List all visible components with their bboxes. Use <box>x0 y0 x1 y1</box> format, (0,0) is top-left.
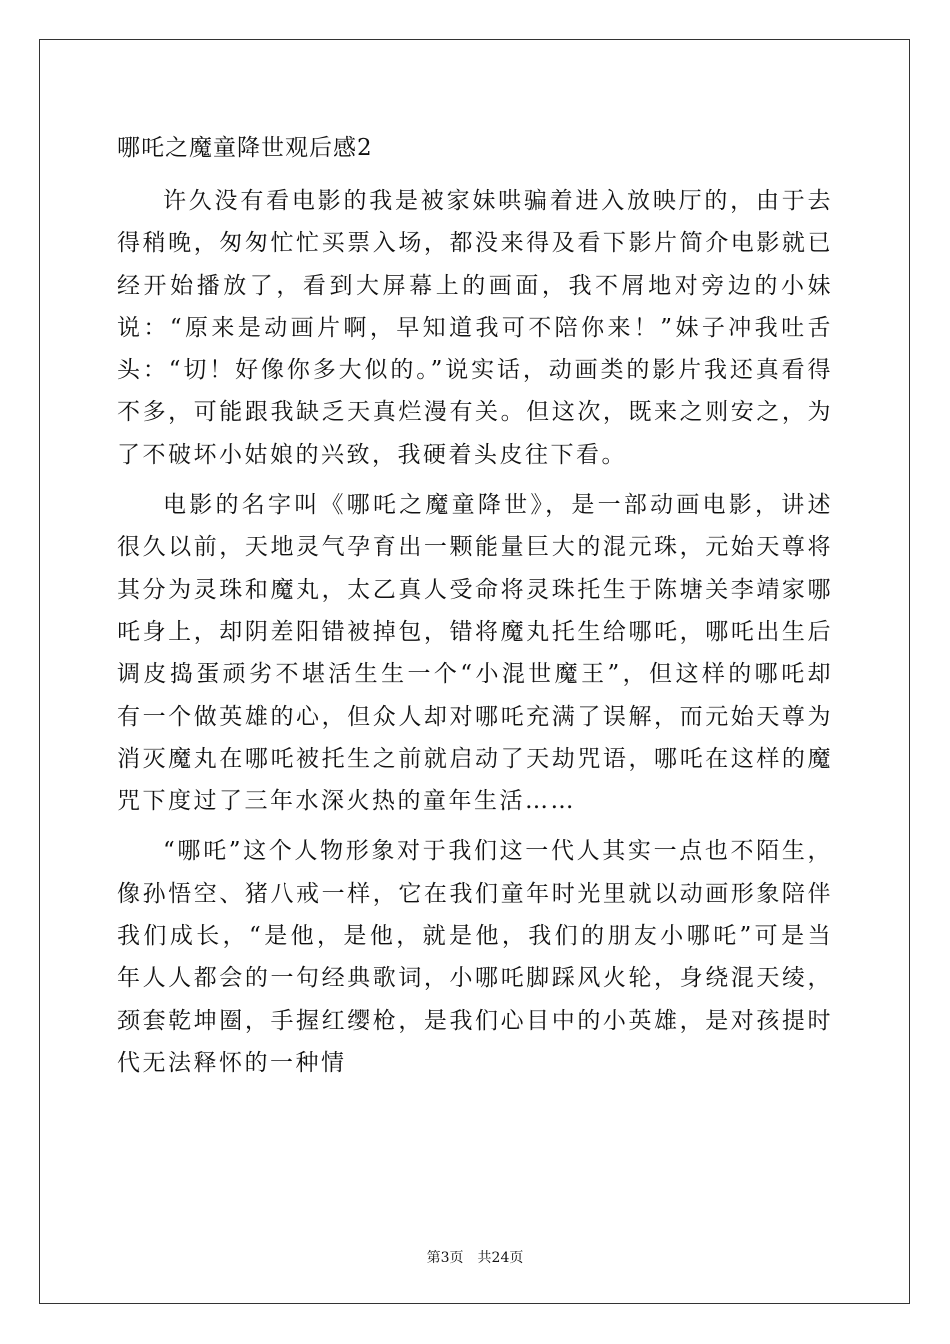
paragraph-1: 许久没有看电影的我是被家妹哄骗着进入放映厅的，由于去得稍晚，匆匆忙忙买票入场，都没来得及看下影片简介电影就已经开始播放了，看到大屏幕上的画面，我不屑地对旁边的小妹说：“原来是动画片啊，早知道我可不陪你来！”妹子冲我吐舌头：“切！好像你多大似的。”说实话，动画类的影片我还真看得不多，可能跟我缺乏天真烂漫有关。但这次，既来之则安之，为了不破坏小姑娘的兴致，我硬着头皮往下看。 <box>117 188 833 468</box>
paragraph-2: 电影的名字叫《哪吒之魔童降世》，是一部动画电影，讲述很久以前，天地灵气孕育出一颗能量巨大的混元珠，元始天尊将其分为灵珠和魔丸，太乙真人受命将灵珠托生于陈塘关李靖家哪吒身上，却阴差阳错被掉包，错将魔丸托生给哪吒，哪吒出生后调皮捣蛋顽劣不堪活生生一个“小混世魔王”，但这样的哪吒却有一个做英雄的心，但众人却对哪吒充满了误解，而元始天尊为消灭魔丸在哪吒被托生之前就启动了天劫咒语，哪吒在这样的魔咒下度过了三年水深火热的童年生活…… <box>117 492 833 815</box>
page-number-footer: 第3页 共24页 <box>426 1250 524 1266</box>
paragraph-3: “哪吒”这个人物形象对于我们这一代人其实一点也不陌生，像孙悟空、猪八戒一样，它在我们童年时光里就以动画形象陪伴我们成长，“是他，是他，就是他，我们的朋友小哪吒”可是当年人人都会的一句经典歌词，小哪吒脚踩风火轮，身绕混天绫，颈套乾坤圈，手握红缨枪，是我们心目中的小英雄，是对孩提时代无法释怀的一种情 <box>117 838 833 1076</box>
document-title: 哪吒之魔童降世观后感2 <box>117 135 373 161</box>
document-body <box>117 180 833 1092</box>
